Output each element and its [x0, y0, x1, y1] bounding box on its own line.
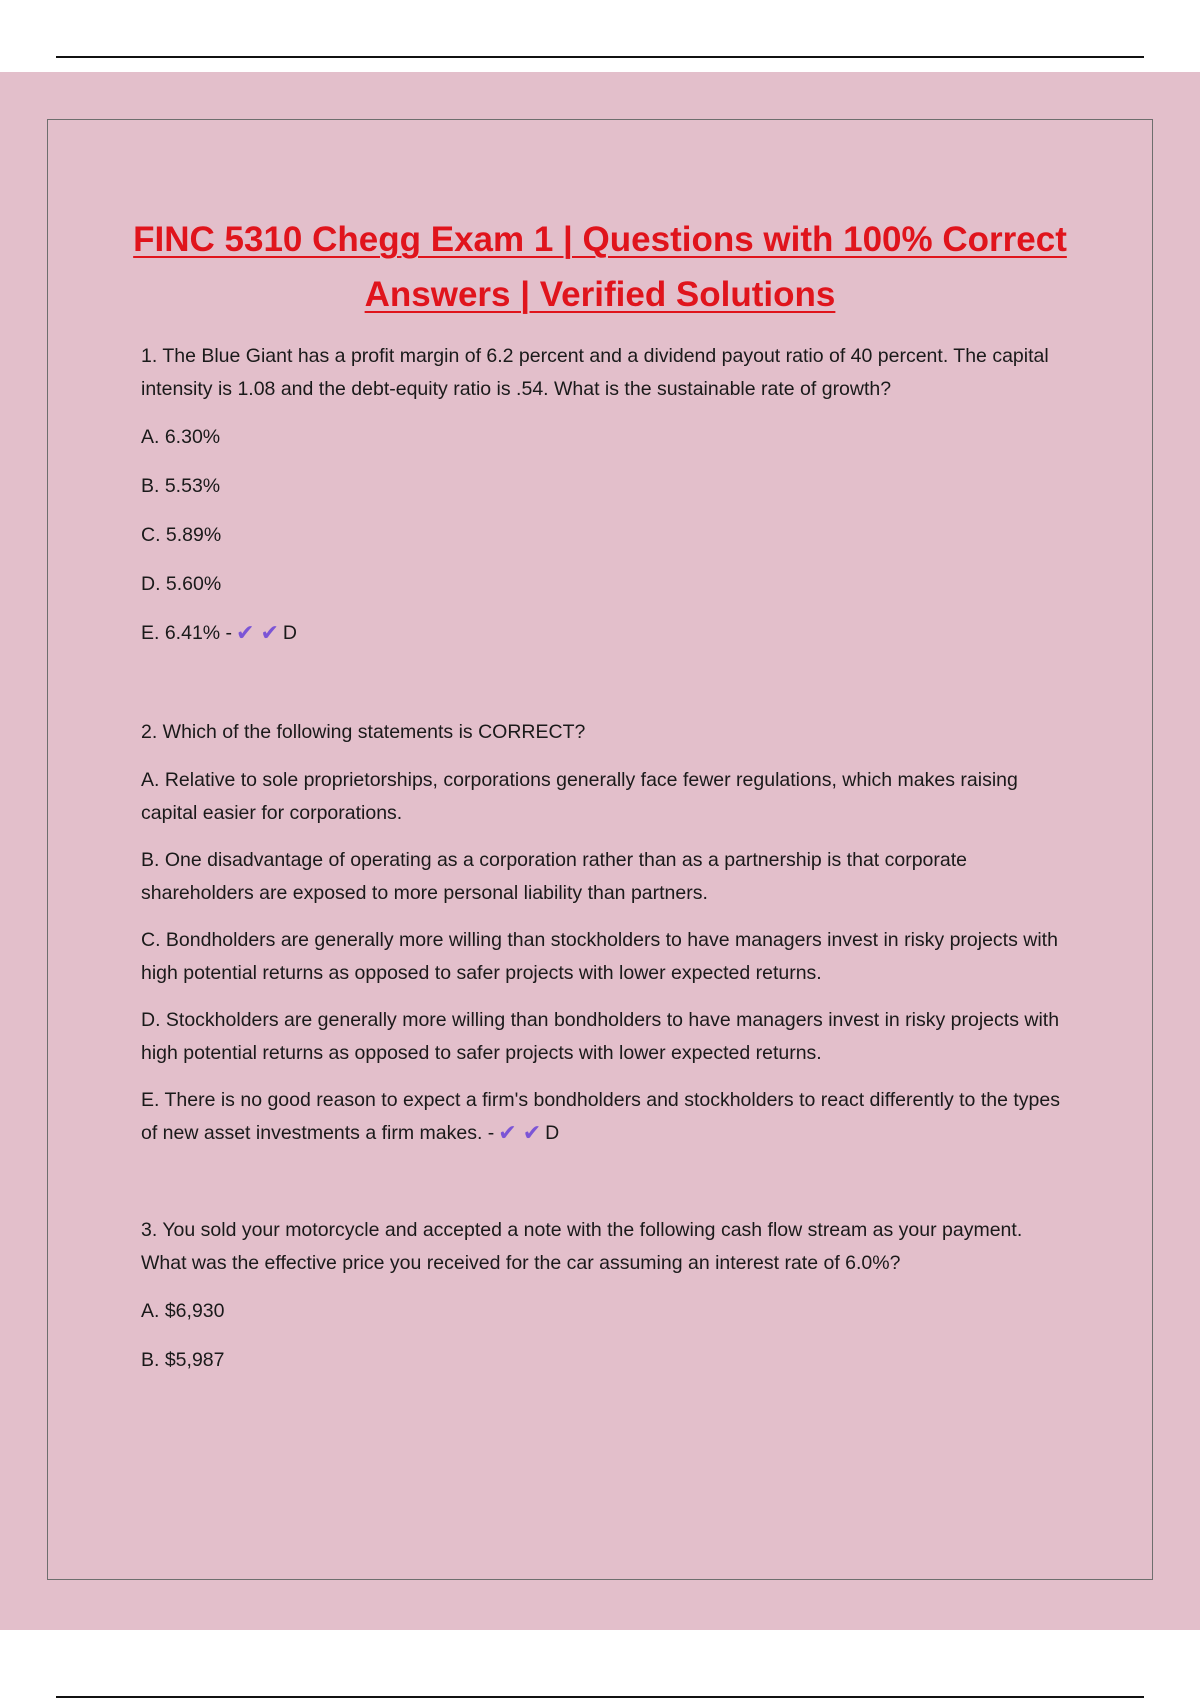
top-rule [56, 56, 1144, 58]
answer-letter: D [282, 622, 298, 644]
option-b: B. $5,987 [141, 1349, 225, 1371]
checkmark-icon: ✔ [498, 1120, 517, 1145]
question-1 [141, 340, 1066, 650]
option-a: A. Relative to sole proprietorships, corporations generally face fewer regulations, which makes raising capital easier for corporations. [141, 769, 1018, 824]
option-e-with-answer [141, 1084, 1066, 1150]
bottom-rule [56, 1696, 1144, 1698]
checkmark-icon: ✔ [236, 620, 255, 645]
document-title: FINC 5310 Chegg Exam 1 | Questions with 100% Correct Answers | Verified Solutions [133, 220, 1067, 314]
option-b: B. 5.53% [141, 475, 221, 497]
option-b: B. One disadvantage of operating as a corporation rather than as a partnership is that corporate shareholders are exposed to more personal liability than partners. [141, 849, 968, 904]
answer-letter: D [545, 1122, 560, 1144]
question-3 [141, 1214, 1066, 1377]
checkmark-icon: ✔ [260, 620, 279, 645]
option-a: A. 6.30% [141, 426, 221, 448]
question-stem: 3. You sold your motorcycle and accepted a note with the following cash flow stream as your payment. What was the effective price you received for the car assuming an interest rate of 6.0%? [141, 1219, 1023, 1274]
checkmark-icon: ✔ [522, 1120, 542, 1145]
question-stem: 1. The Blue Giant has a profit margin of 6.2 percent and a dividend payout ratio of 40 percent. The capital intensity is 1.08 and the debt-equity ratio is .54. What is the sustainable rate of growth? [141, 345, 1049, 400]
question-2 [141, 716, 1066, 1150]
option-e: E. 6.41% - [141, 622, 233, 644]
option-e-with-answer [141, 617, 1066, 650]
option-d: D. 5.60% [141, 573, 222, 595]
option-a: A. $6,930 [141, 1300, 225, 1322]
option-c: C. 5.89% [141, 524, 222, 546]
questions-body [141, 340, 1066, 1393]
option-d: D. Stockholders are generally more willing than bondholders to have managers invest in risky projects with high potential returns as opposed to safer projects with lower expected returns. [141, 1009, 1060, 1064]
option-e: E. There is no good reason to expect a firm's bondholders and stockholders to react differently to the types of new asset investments a firm makes. - [141, 1089, 1060, 1144]
question-stem: 2. Which of the following statements is CORRECT? [141, 721, 586, 743]
option-c: C. Bondholders are generally more willing than stockholders to have managers invest in risky projects with high potential returns as opposed to safer projects with lower expected returns. [141, 929, 1058, 984]
